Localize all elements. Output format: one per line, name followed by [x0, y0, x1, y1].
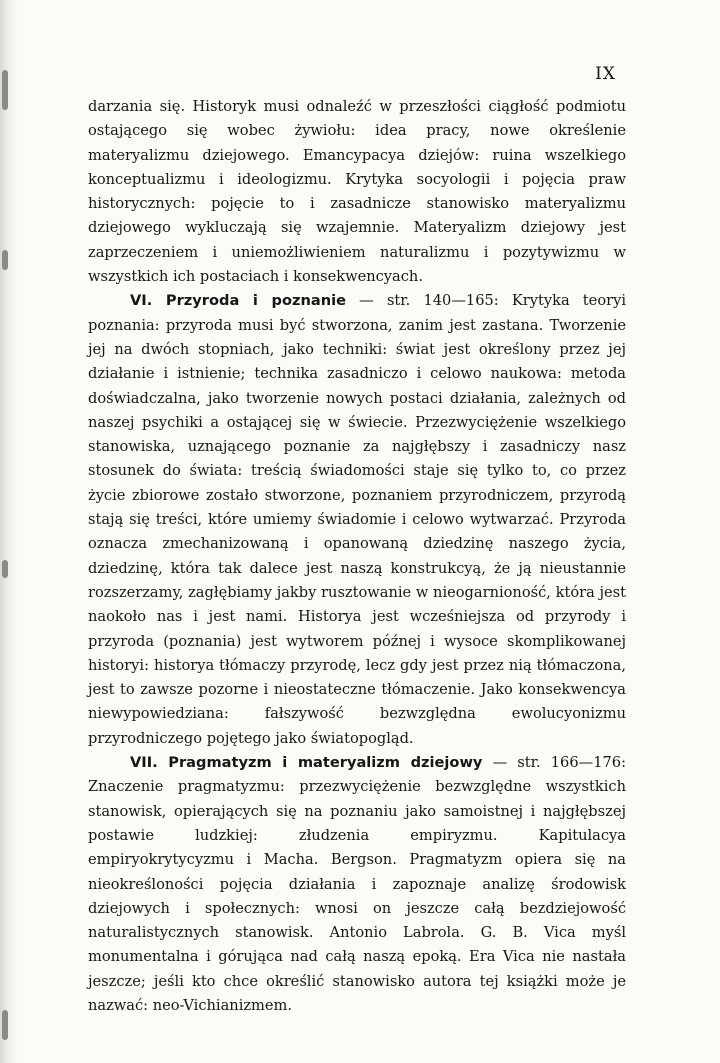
section-vii [88, 751, 626, 1018]
scan-mark [2, 250, 8, 270]
section-vi [88, 289, 626, 751]
section-text: — str. 140—165: Krytyka teoryi poznania: przyroda musi być stworzona, zanim jest zastana. Tworzenie jej na dwóch stopniach, jako techniki: świat jest określony przez jej działanie i istnienie; technika zasadniczo i celowo naukowa: metoda doświadczalna, jako tworzenie nowych postaci działania, zależnych od naszej psychiki a ostającej się w świecie. Przezwyciężenie wszelkiego stanowiska, uznającego poznanie za najgłębszy i zasadniczy nasz stosunek do świata: treścią świadomości staje się tylko to, co przez życie zbiorowe zostało stworzone, poznaniem przyrodniczem, przyrodą stają się treści, które umiemy świadomie i celowo wytwarzać. Przyroda oznacza zmechanizowaną i opanowaną dziedzinę naszego życia, dziedzinę, która tak dalece jest naszą konstrukcyą, że ją nieustannie rozszerzamy, zagłębiamy jakby rusztowanie w nieogarnioność, która jest naokoło nas i jest nami. Historya jest wcześniejsza od przyrody i przyroda (poznania) jest wytworem późnej i wysoce skomplikowanej historyi: historya tłómaczy przyrodę, lecz gdy jest przez nią tłómaczona, jest to zawsze pozorne i nieostateczne tłómaczenie. Jako konsekwencya niewypowiedziana: fałszywość bezwzględna ewolucyonizmu przyrodniczego pojętego jako światopogląd. [88, 292, 626, 747]
section-heading: VI. Przyroda i poznanie [130, 292, 347, 310]
body-text [88, 95, 626, 1018]
scan-edge [0, 0, 18, 1063]
scan-mark [2, 560, 8, 578]
paragraph-text: darzania się. Historyk musi odnaleźć w przeszłości ciągłość podmiotu ostającego się wobec żywiołu: idea pracy, nowe określenie materyalizmu dziejowego. Emancypacya dziejów: ruina wszelkiego konceptualizmu i ideologizmu. Krytyka socyologii i pojęcia praw historycznych: pojęcie to i zasadnicze stanowisko materyalizmu dziejowego wykluczają się wzajemnie. Materyalizm dziejowy jest zaprzeczeniem i uniemożliwieniem naturalizmu i pozytywizmu w wszystkich ich postaciach i konsekwencyach. [88, 98, 626, 286]
scan-mark [2, 1010, 8, 1040]
section-text: — str. 166—176: Znaczenie pragmatyzmu: przezwyciężenie bezwzględne wszystkich stanowisk, opierających się na poznaniu jako samoistnej i najgłębszej postawie ludzkiej: złudzenia empiryzmu. Kapitulacya empiryokrytycyzmu i Macha. Bergson. Pragmatyzm opiera się na nieokreśloności pojęcia działania i zapoznaje analizę środowisk dziejowych i społecznych: wnosi on jeszcze całą bezdziejowość naturalistycznych stanowisk. Antonio Labrola. G. B. Vica myśl monumentalna i górująca nad całą naszą epoką. Era Vica nie nastała jeszcze; jeśli kto chce określić stanowisko autora tej książki może je nazwać: neo-Vichianizmem. [88, 754, 626, 1014]
section-heading: VII. Pragmatyzm i materyalizm dziejowy [130, 754, 483, 772]
page-number: IX [595, 64, 616, 84]
scan-mark [2, 70, 8, 110]
paragraph-continuation [88, 95, 626, 289]
